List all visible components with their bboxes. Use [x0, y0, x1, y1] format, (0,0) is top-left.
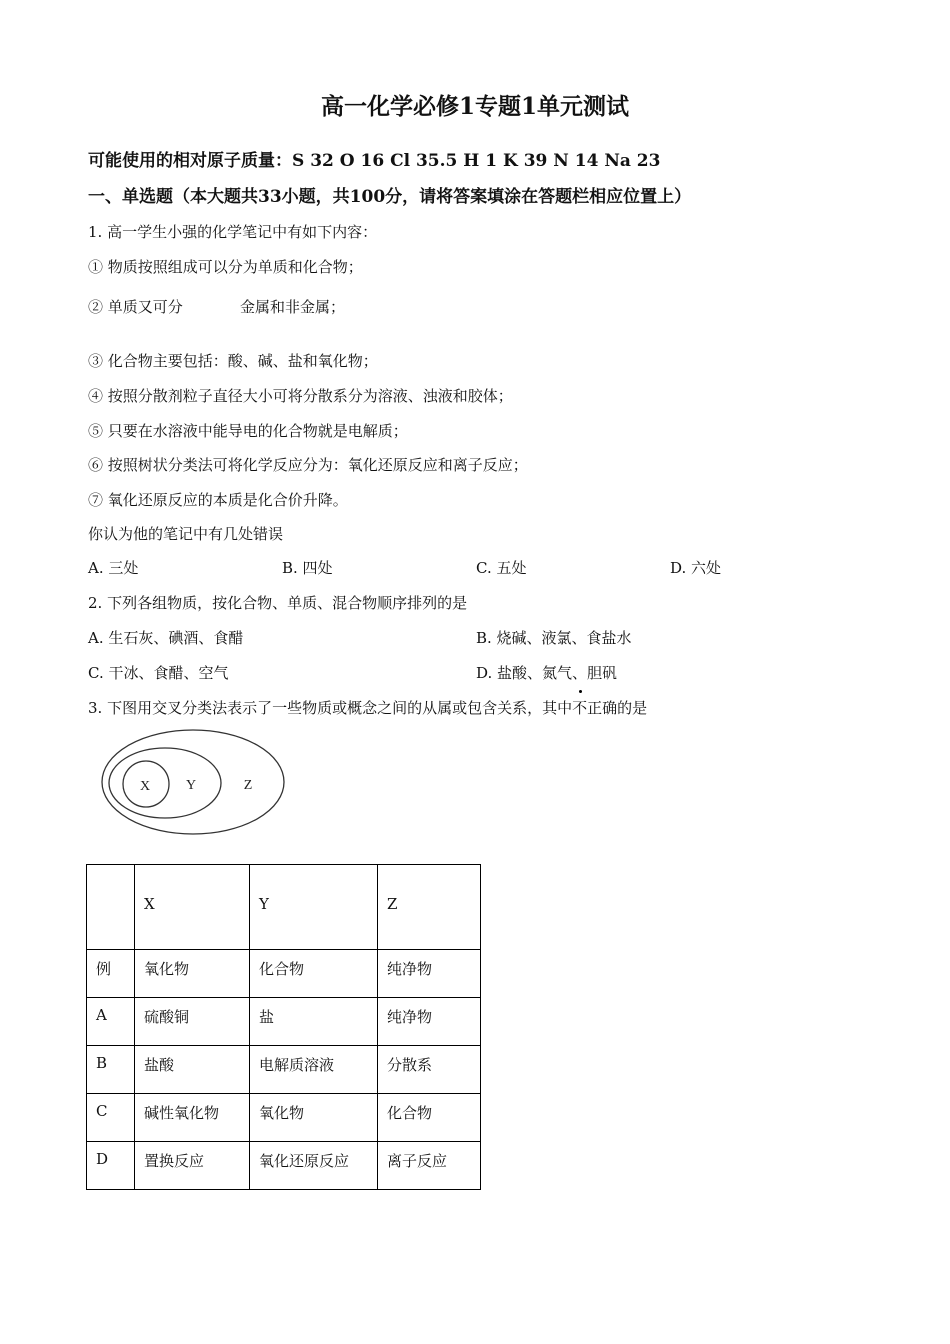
- diagram-label-y: Y: [185, 778, 197, 793]
- q1-note-6: ⑥ 按照树状分类法可将化学反应分为：氧化还原反应和离子反应；: [88, 456, 528, 474]
- table-cell: 氧化还原反应: [250, 1142, 378, 1190]
- q1-option-b[interactable]: B. 四处: [282, 559, 333, 577]
- q1-option-d[interactable]: D. 六处: [670, 559, 722, 577]
- table-cell: 化合物: [378, 1094, 481, 1142]
- atomic-masses: 可能使用的相对原子质量：S 32 O 16 Cl 35.5 H 1 K 39 N 14 Na 23: [88, 151, 661, 171]
- table-cell: 氧化物: [250, 1094, 378, 1142]
- diagram-label-x: X: [139, 779, 151, 794]
- table-cell: 置换反应: [135, 1142, 250, 1190]
- table-header-row: [87, 865, 481, 950]
- q3-table: [86, 864, 481, 1190]
- ellipse-y: [109, 748, 221, 818]
- table-cell: 碱性氧化物: [135, 1094, 250, 1142]
- table-cell: A: [87, 998, 135, 1046]
- nested-ellipse-diagram: [98, 728, 290, 840]
- q3-stem-before: 3. 下图用交叉分类法表示了一些物质或概念之间的从属或包含关系，其中: [88, 699, 573, 717]
- table-cell: 电解质溶液: [250, 1046, 378, 1094]
- table-cell: 分散系: [378, 1046, 481, 1094]
- q2-option-d[interactable]: D. 盐酸、氮气、胆矾: [476, 664, 618, 682]
- q1-note-2-tail: 金属和非金属；: [240, 298, 346, 316]
- table-cell: 纯净物: [378, 950, 481, 998]
- q1-note-1: ① 物质按照组成可以分为单质和化合物；: [88, 258, 363, 276]
- diagram-label-z: Z: [243, 778, 253, 793]
- table-row: [87, 1094, 481, 1142]
- page-title: 高一化学必修1专题1单元测试: [320, 93, 629, 120]
- q1-question: 你认为他的笔记中有几处错误: [88, 525, 284, 543]
- q1-note-5: ⑤ 只要在水溶液中能导电的化合物就是电解质；: [88, 422, 408, 440]
- table-cell: 离子反应: [378, 1142, 481, 1190]
- q2-stem: 2. 下列各组物质，按化合物、单质、混合物顺序排列的是: [88, 594, 468, 612]
- q1-stem: 1. 高一学生小强的化学笔记中有如下内容：: [88, 223, 378, 241]
- q1-note-3: ③ 化合物主要包括：酸、碱、盐和氧化物；: [88, 352, 378, 370]
- q1-note-4: ④ 按照分散剂粒子直径大小可将分散系分为溶液、浊液和胶体；: [88, 387, 513, 405]
- table-row: [87, 1046, 481, 1094]
- table-cell: 纯净物: [378, 998, 481, 1046]
- q3-stem: [88, 697, 647, 718]
- table-cell: 硫酸铜: [135, 998, 250, 1046]
- q2-option-c[interactable]: C. 干冰、食醋、空气: [88, 664, 229, 682]
- table-header-z: Z: [378, 865, 481, 950]
- section-heading: 一、单选题（本大题共33小题，共100分，请将答案填涂在答题栏相应位置上）: [88, 187, 692, 207]
- table-cell: B: [87, 1046, 135, 1094]
- table-cell: D: [87, 1142, 135, 1190]
- table-row: [87, 1142, 481, 1190]
- q2-option-b[interactable]: B. 烧碱、液氯、食盐水: [476, 629, 632, 647]
- table-cell: 盐: [250, 998, 378, 1046]
- q3-stem-after: 正确的是: [587, 699, 648, 717]
- table-cell: 盐酸: [135, 1046, 250, 1094]
- table-row: [87, 950, 481, 998]
- table-cell: 氧化物: [135, 950, 250, 998]
- table-cell: [87, 865, 135, 950]
- q3-stem-emphasis: 不: [572, 699, 588, 717]
- q1-note-2: ② 单质又可分: [88, 298, 183, 316]
- table-cell: 化合物: [250, 950, 378, 998]
- table-header-x: X: [135, 865, 250, 950]
- table-cell: 例: [87, 950, 135, 998]
- q1-option-c[interactable]: C. 五处: [476, 559, 527, 577]
- table-cell: C: [87, 1094, 135, 1142]
- table-header-y: Y: [250, 865, 378, 950]
- table-row: [87, 998, 481, 1046]
- q1-option-a[interactable]: A. 三处: [88, 559, 139, 577]
- q2-option-a[interactable]: A. 生石灰、碘酒、食醋: [88, 629, 244, 647]
- q1-note-7: ⑦ 氧化还原反应的本质是化合价升降。: [88, 491, 348, 509]
